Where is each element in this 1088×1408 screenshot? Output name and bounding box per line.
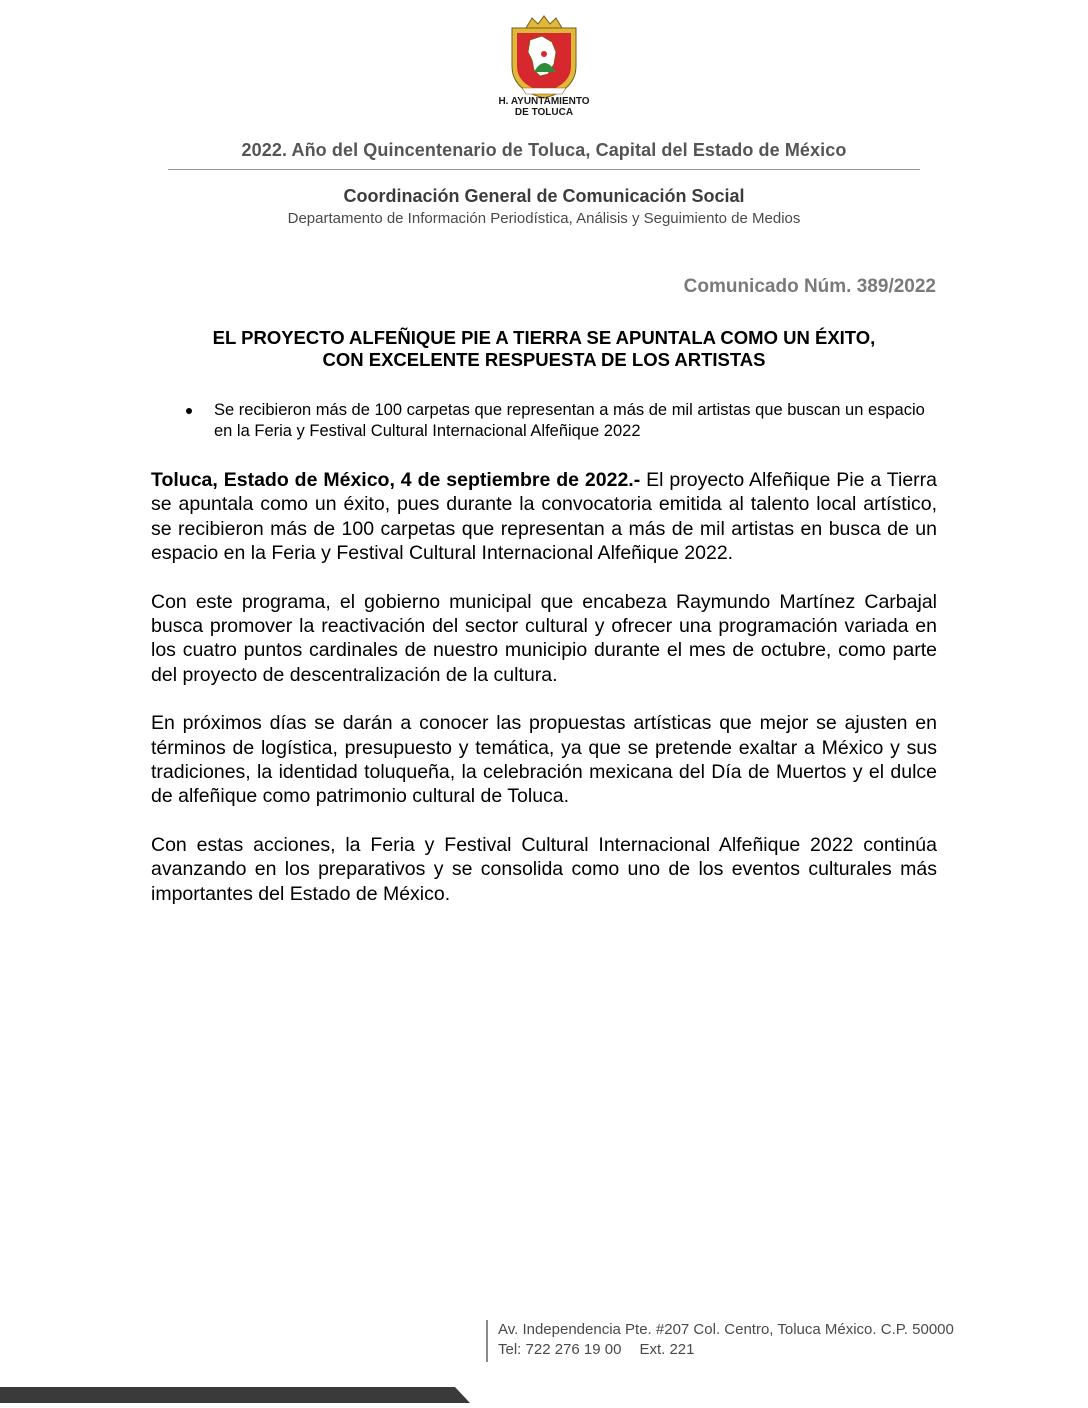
- bullet-item: [186, 400, 926, 442]
- footer-stripe: [0, 1387, 470, 1403]
- bullet-dot-icon: [186, 408, 192, 414]
- logo-caption-line1: H. AYUNTAMIENTO: [498, 96, 590, 107]
- footer-extension: Ext. 221: [639, 1341, 695, 1358]
- bullet-text: Se recibieron más de 100 carpetas que representan a más de mil artistas que buscan un espacio en la Feria y Festival Cultural Internacional Alfeñique 2022: [214, 401, 925, 440]
- paragraph-1-text: El proyecto Alfeñique Pie a Tierra se apuntala como un éxito, pues durante la convocatoria emitida al talento local artístico, se recibieron más de 100 carpetas que representan a más de mil artistas en busca de un espacio en la Feria y Festival Cultural Internacional Alfeñique 2022.: [151, 469, 937, 565]
- article-body: [151, 468, 937, 930]
- department-title: Departamento de Información Periodística, Análisis y Seguimiento de Medios: [287, 210, 801, 227]
- coordination-title: Coordinación General de Comunicación Social: [343, 186, 745, 206]
- logo-caption-line2: DE TOLUCA: [514, 107, 574, 118]
- footer-stripe-shape: [0, 1387, 470, 1403]
- crown-shape: [526, 16, 562, 28]
- year-motto: 2022. Año del Quincentenario de Toluca, Capital del Estado de México: [241, 140, 847, 160]
- header-divider: [168, 169, 920, 170]
- logo-caption: [444, 96, 644, 118]
- figure-dot: [541, 51, 547, 57]
- paragraph-3: En próximos días se darán a conocer las propuestas artísticas que mejor se ajusten en términos de logística, presupuesto y temática, ya que se pretende exaltar a México y sus tradiciones, la identidad toluqueña, la celebración mexicana del Día de Muertos y el dulce de alfeñique como patrimonio cultural de Toluca.: [151, 712, 937, 808]
- footer-address: Av. Independencia Pte. #207 Col. Centro, Toluca México. C.P. 50000: [498, 1321, 954, 1338]
- communique-number: Comunicado Núm. 389/2022: [683, 276, 936, 297]
- paragraph-1: [151, 468, 937, 566]
- footer-phone-line: [498, 1341, 694, 1358]
- headline: [130, 327, 958, 371]
- toluca-coat-of-arms-logo: [504, 14, 584, 100]
- paragraph-4: Con estas acciones, la Feria y Festival Cultural Internacional Alfeñique 2022 continúa avanzando en los preparativos y se consolida como uno de los eventos culturales más importantes del Estado de México.: [151, 833, 937, 905]
- paragraph-2: Con este programa, el gobierno municipal que encabeza Raymundo Martínez Carbajal busca promover la reactivación del sector cultural y ofrecer una programación variada en los cuatro puntos cardinales de nuestro municipio durante el mes de octubre, como parte del proyecto de descentralización de la cultura.: [151, 590, 937, 686]
- footer-phone: Tel: 722 276 19 00: [498, 1341, 622, 1358]
- footer-divider: [486, 1320, 488, 1362]
- summary-bullets: [186, 400, 926, 442]
- headline-line2: CON EXCELENTE RESPUESTA DE LOS ARTISTAS: [322, 349, 766, 370]
- dateline: Toluca, Estado de México, 4 de septiembre de 2022.-: [151, 469, 641, 491]
- headline-line1: EL PROYECTO ALFEÑIQUE PIE A TIERRA SE APUNTALA COMO UN ÉXITO,: [212, 327, 876, 348]
- ribbon-shape: [522, 88, 566, 94]
